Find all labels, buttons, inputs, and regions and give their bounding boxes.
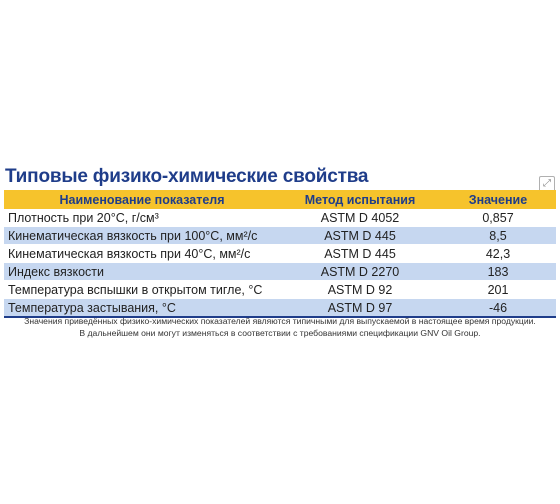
page-title: Типовые физико-химические свойства	[5, 166, 369, 187]
column-header-method: Метод испытания	[280, 190, 440, 209]
properties-table	[4, 190, 556, 318]
column-header-value: Значение	[440, 190, 556, 209]
cell-value: 42,3	[440, 245, 556, 263]
cell-method: ASTM D 4052	[280, 209, 440, 227]
table-header-row	[4, 190, 556, 209]
column-header-name: Наименование показателя	[4, 190, 280, 209]
footnote	[0, 315, 560, 339]
cell-value: 201	[440, 281, 556, 299]
table-row	[4, 281, 556, 299]
expand-icon[interactable]: ⤢	[539, 176, 555, 192]
cell-name: Температура вспышки в открытом тигле, °С	[4, 281, 280, 299]
cell-method: ASTM D 445	[280, 245, 440, 263]
cell-method: ASTM D 97	[280, 299, 440, 318]
cell-value: 0,857	[440, 209, 556, 227]
cell-method: ASTM D 92	[280, 281, 440, 299]
cell-value: -46	[440, 299, 556, 318]
cell-method: ASTM D 445	[280, 227, 440, 245]
cell-value: 183	[440, 263, 556, 281]
cell-name: Кинематическая вязкость при 40°С, мм²/с	[4, 245, 280, 263]
table-row	[4, 245, 556, 263]
cell-name: Индекс вязкости	[4, 263, 280, 281]
cell-name: Плотность при 20°С, г/см³	[4, 209, 280, 227]
footnote-line-1: Значения приведённых физико-химических показателей являются типичными для выпускаемой в настоящее время продукции.	[24, 316, 536, 326]
footnote-line-2: В дальнейшем они могут изменяться в соответствии с требованиями спецификации GNV Oil Group.	[79, 328, 481, 338]
cell-method: ASTM D 2270	[280, 263, 440, 281]
cell-name: Температура застывания, °С	[4, 299, 280, 318]
table-row	[4, 263, 556, 281]
cell-name: Кинематическая вязкость при 100°С, мм²/с	[4, 227, 280, 245]
cell-value: 8,5	[440, 227, 556, 245]
table-row	[4, 209, 556, 227]
table-row	[4, 227, 556, 245]
